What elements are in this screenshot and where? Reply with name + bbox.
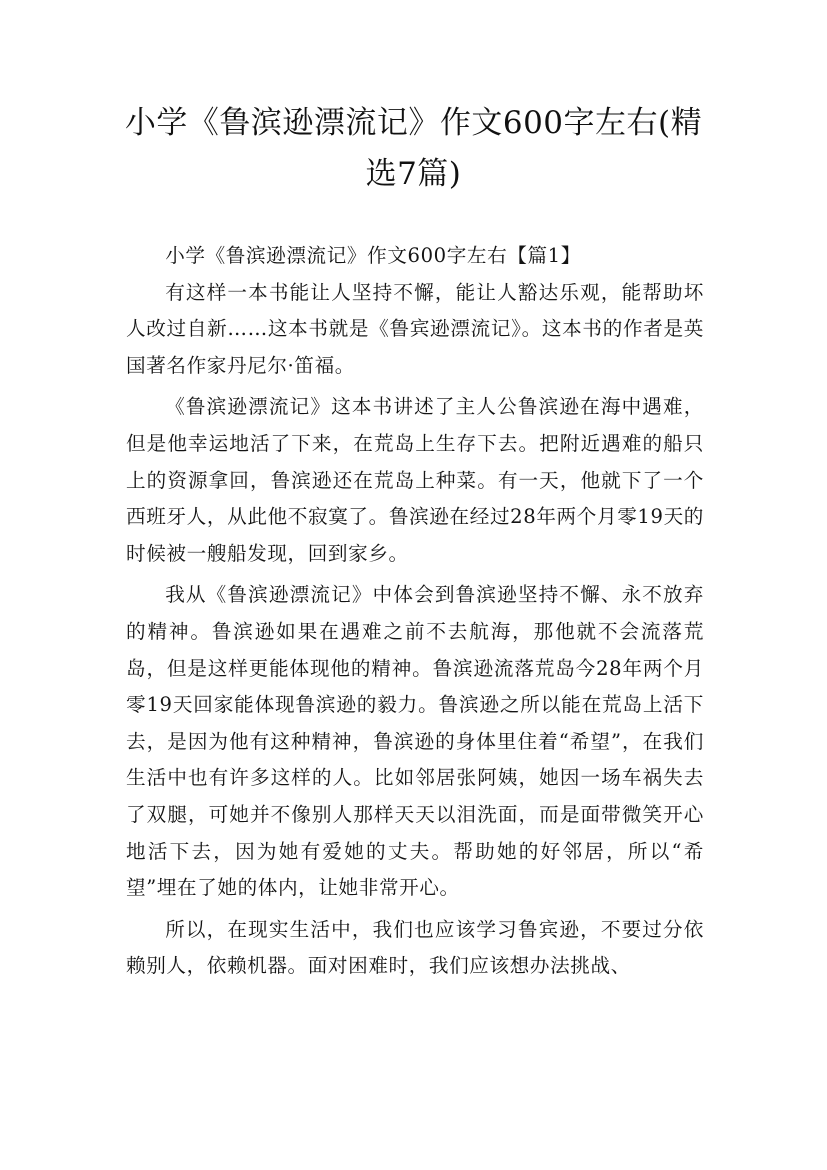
paragraph-4: 所以，在现实生活中，我们也应该学习鲁宾逊，不要过分依赖别人，依赖机器。面对困难时，我们应该想办法挑战、 <box>126 917 704 978</box>
document-body <box>126 238 704 985</box>
section-heading: 小学《鲁滨逊漂流记》作文600字左右【篇1】 <box>165 244 581 267</box>
paragraph-1: 有这样一本书能让人坚持不懈，能让人豁达乐观，能帮助坏人改过自新……这本书就是《鲁宾逊漂流记》。这本书的作者是英国著名作家丹尼尔·笛福。 <box>126 280 704 377</box>
document-title: 小学《鲁滨逊漂流记》作文600字左右(精选7篇) <box>124 105 703 192</box>
paragraph-2: 《鲁滨逊漂流记》这本书讲述了主人公鲁滨逊在海中遇难，但是他幸运地活了下来，在荒岛上生存下去。把附近遇难的船只上的资源拿回，鲁滨逊还在荒岛上种菜。有一天，他就下了一个西班牙人，从此他不寂寞了。鲁滨逊在经过28年两个月零19天的时候被一艘船发现，回到家乡。 <box>126 395 704 565</box>
paragraph-3: 我从《鲁滨逊漂流记》中体会到鲁滨逊坚持不懈、永不放弃的精神。鲁滨逊如果在遇难之前不去航海，那他就不会流落荒岛，但是这样更能体现他的精神。鲁滨逊流落荒岛今28年两个月零19天回家能体现鲁滨逊的毅力。鲁滨逊之所以能在荒岛上活下去，是因为他有这种精神，鲁滨逊的身体里住着“希望”，在我们生活中也有许多这样的人。比如邻居张阿姨，她因一场车祸失去了双腿，可她并不像别人那样天天以泪洗面，而是面带微笑开心地活下去，因为她有爱她的丈夫。帮助她的好邻居，所以“希望”埋在了她的体内，让她非常开心。 <box>126 583 704 900</box>
